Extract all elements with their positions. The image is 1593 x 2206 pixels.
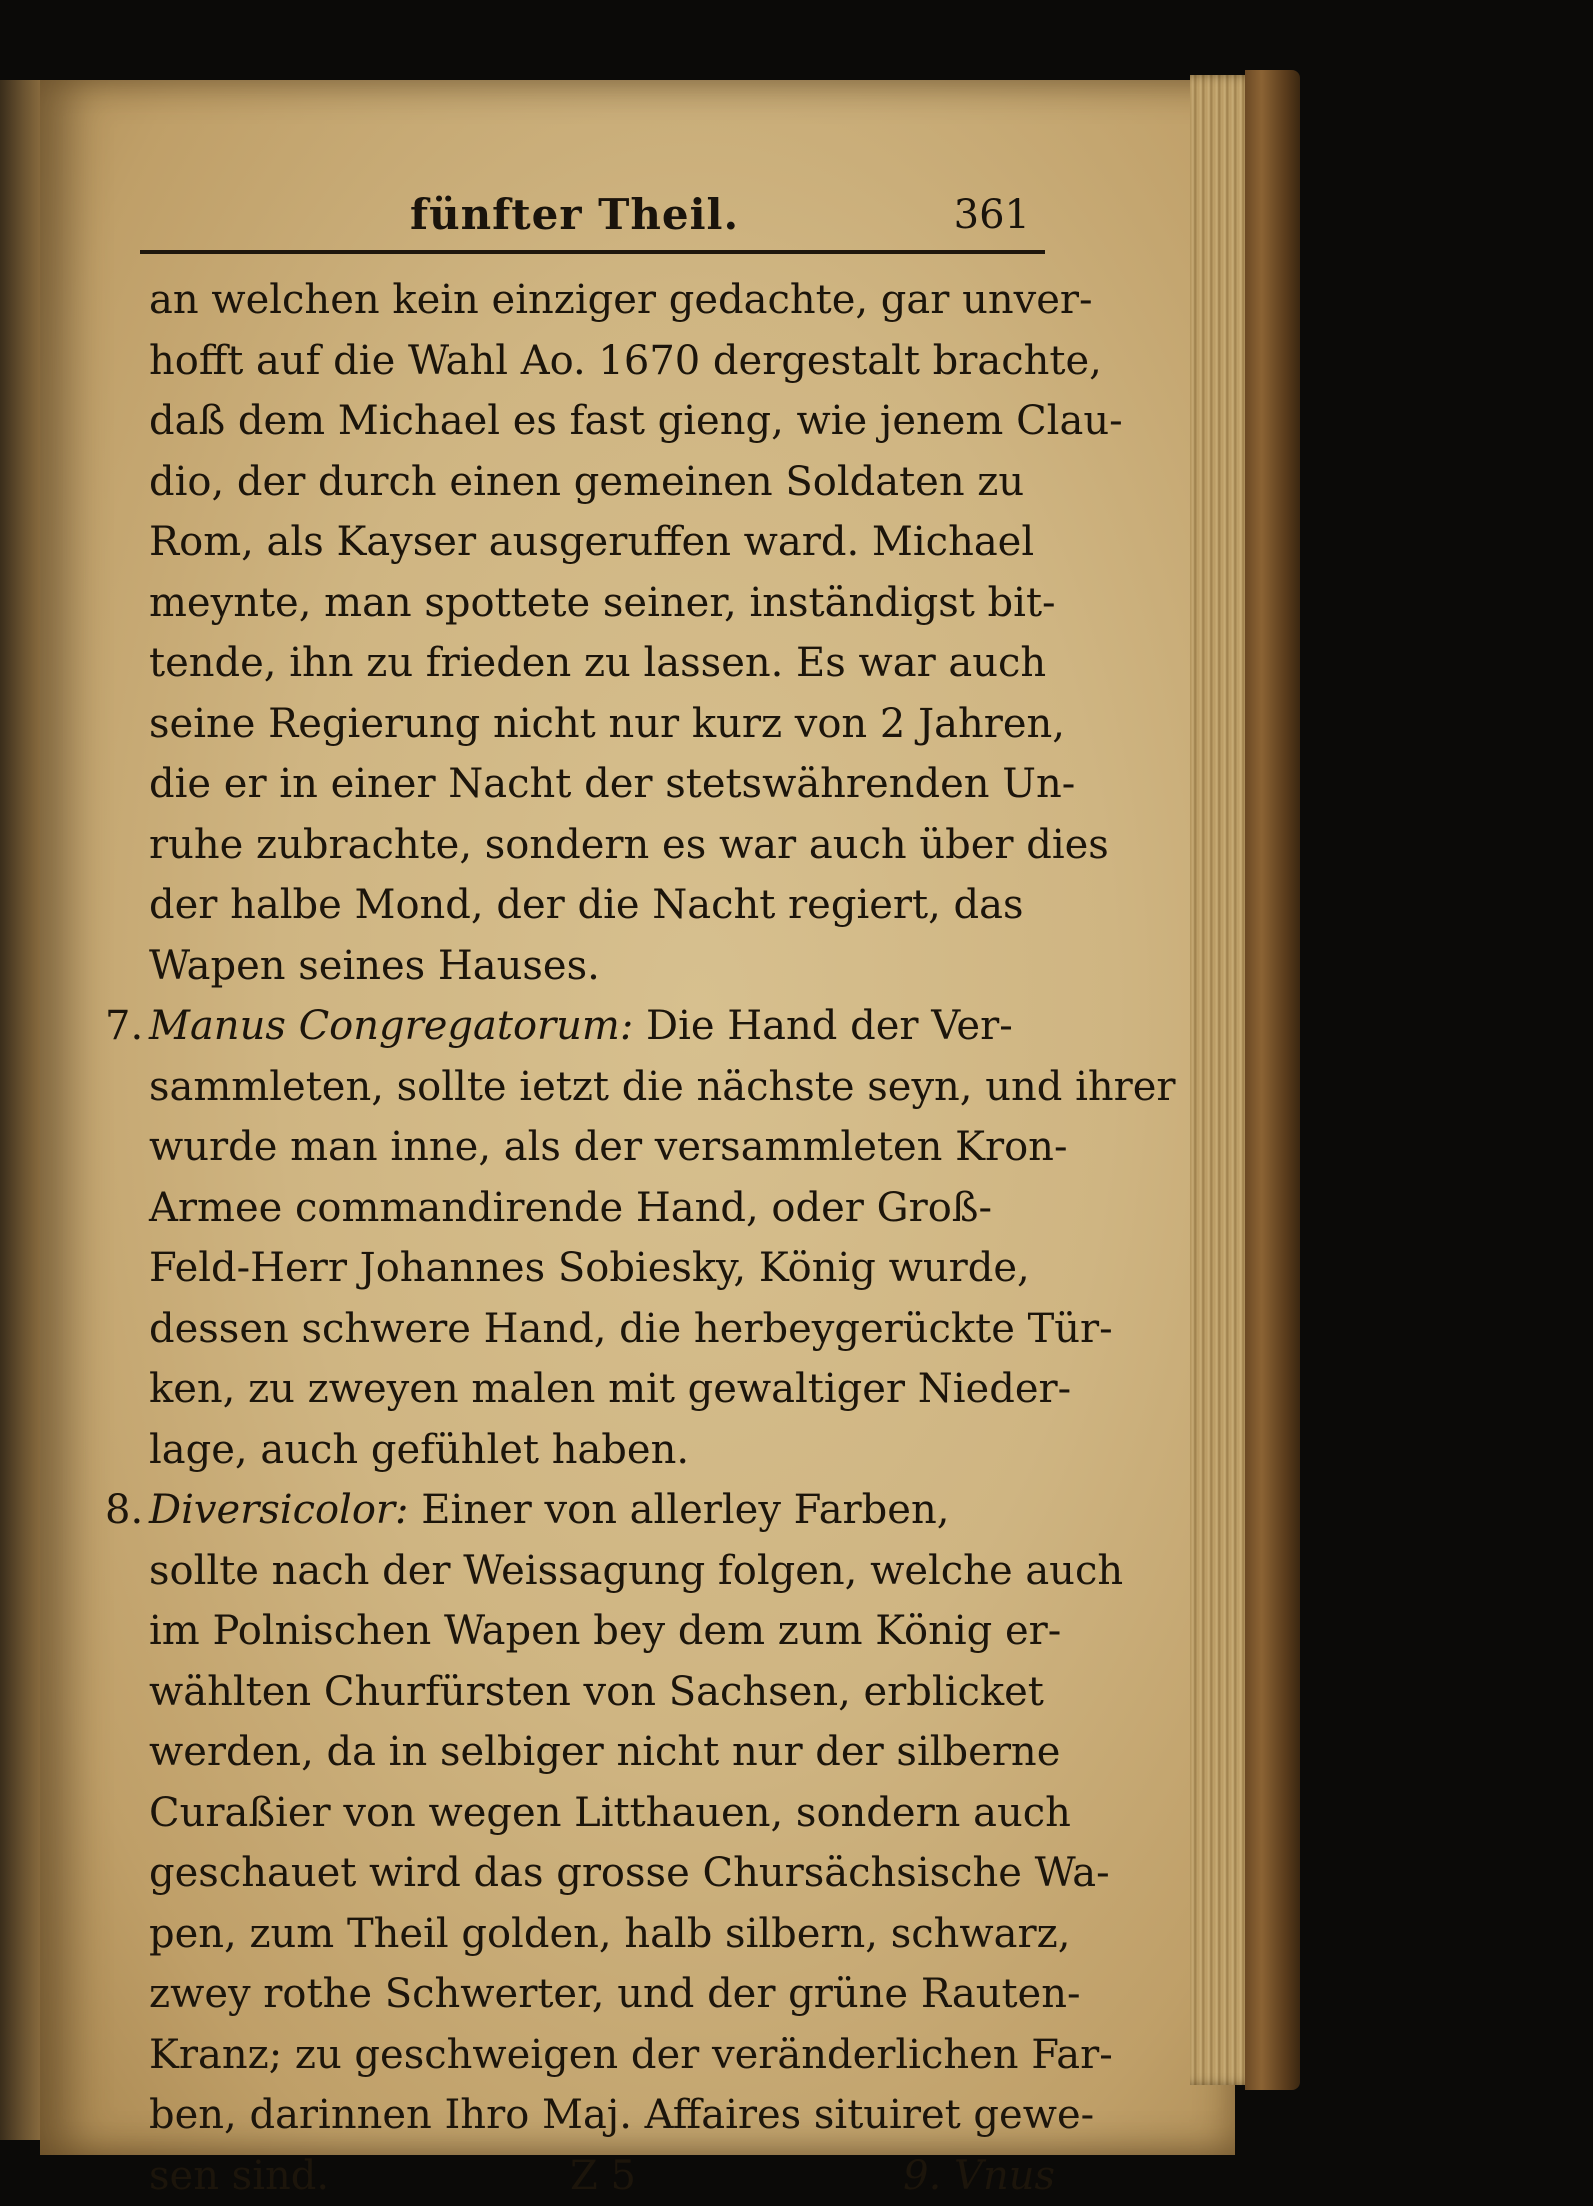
text-line: daß dem Michael es fast gieng, wie jenem Clau- bbox=[105, 391, 1060, 452]
text-line: im Polnischen Wapen bey dem zum König er- bbox=[105, 1601, 1060, 1662]
last-line bbox=[105, 2146, 1060, 2206]
item-number: 7. bbox=[105, 996, 149, 1057]
signature-mark: Z 5 bbox=[570, 2146, 636, 2206]
text-line: wurde man inne, als der versammleten Kron- bbox=[105, 1117, 1060, 1178]
book-cover bbox=[1245, 70, 1300, 2090]
text-line: ruhe zubrachte, sondern es war auch über dies bbox=[105, 815, 1060, 876]
text-line: lage, auch gefühlet haben. bbox=[105, 1420, 1060, 1481]
text-line: geschauet wird das grosse Chursächsische Wa- bbox=[105, 1843, 1060, 1904]
text-line: meynte, man spottete seiner, inständigst bit- bbox=[105, 573, 1060, 634]
text-line: der halbe Mond, der die Nacht regiert, das bbox=[105, 875, 1060, 936]
body-text bbox=[105, 270, 1060, 2206]
text-line: dio, der durch einen gemeinen Soldaten zu bbox=[105, 452, 1060, 513]
text-line: Rom, als Kayser ausgeruffen ward. Michael bbox=[105, 512, 1060, 573]
text-line: werden, da in selbiger nicht nur der silberne bbox=[105, 1722, 1060, 1783]
page-number: 361 bbox=[954, 192, 1030, 238]
text-line: Feld-Herr Johannes Sobiesky, König wurde, bbox=[105, 1238, 1060, 1299]
text-line: Curaßier von wegen Litthauen, sondern auch bbox=[105, 1783, 1060, 1844]
text-line: seine Regierung nicht nur kurz von 2 Jahren, bbox=[105, 694, 1060, 755]
text-line: sammleten, sollte ietzt die nächste seyn, und ihrer bbox=[105, 1057, 1060, 1118]
text-line: zwey rothe Schwerter, und der grüne Rauten- bbox=[105, 1964, 1060, 2025]
text-line: sen sind. bbox=[149, 2146, 329, 2206]
text-line: tende, ihn zu frieden zu lassen. Es war auch bbox=[105, 633, 1060, 694]
text-line: hofft auf die Wahl Ao. 1670 dergestalt brachte, bbox=[105, 331, 1060, 392]
page-header bbox=[150, 190, 1040, 250]
item-number: 8. bbox=[105, 1480, 149, 1541]
item-text: Die Hand der Ver- bbox=[633, 1003, 1012, 1049]
item-7-first-line bbox=[105, 996, 1060, 1057]
text-line: dessen schwere Hand, die herbeygerückte Tür- bbox=[105, 1299, 1060, 1360]
running-head: fünfter Theil. bbox=[410, 190, 739, 239]
text-line: pen, zum Theil golden, halb silbern, schwarz, bbox=[105, 1904, 1060, 1965]
latin-heading: Diversicolor: bbox=[149, 1487, 409, 1533]
catchword: 9. Vnus bbox=[903, 2146, 1055, 2206]
item-text: Einer von allerley Farben, bbox=[409, 1487, 950, 1533]
item-8-first-line bbox=[105, 1480, 1060, 1541]
text-line: ken, zu zweyen malen mit gewaltiger Nieder- bbox=[105, 1359, 1060, 1420]
latin-heading: Manus Congregatorum: bbox=[149, 1003, 633, 1049]
text-line: Kranz; zu geschweigen der veränderlichen Far- bbox=[105, 2025, 1060, 2086]
text-line: sollte nach der Weissagung folgen, welche auch bbox=[105, 1541, 1060, 1602]
text-line: Wapen seines Hauses. bbox=[105, 936, 1060, 997]
text-line: ben, darinnen Ihro Maj. Affaires situiret gewe- bbox=[105, 2085, 1060, 2146]
text-line: an welchen kein einziger gedachte, gar unver- bbox=[105, 270, 1060, 331]
text-line: wählten Churfürsten von Sachsen, erblicket bbox=[105, 1662, 1060, 1723]
header-rule bbox=[140, 250, 1045, 254]
text-line: die er in einer Nacht der stetswährenden Un- bbox=[105, 754, 1060, 815]
text-line: Armee commandirende Hand, oder Groß- bbox=[105, 1178, 1060, 1239]
